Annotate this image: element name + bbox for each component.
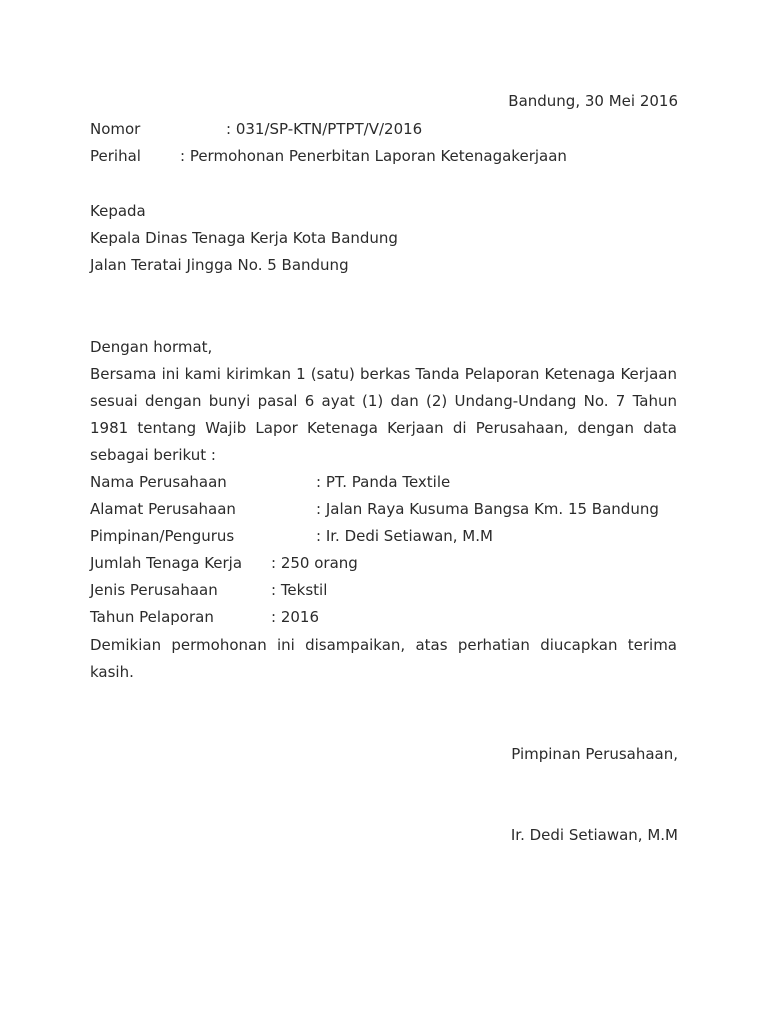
detail-value: : 2016 bbox=[271, 608, 319, 626]
body-line: sesuai dengan bunyi pasal 6 ayat (1) dan (2) Undang-Undang No. 7 Tahun bbox=[90, 392, 677, 410]
body-line: sebagai berikut : bbox=[90, 446, 216, 464]
detail-label: Jenis Perusahaan bbox=[90, 581, 218, 599]
detail-label: Pimpinan/Pengurus bbox=[90, 527, 235, 545]
detail-value: : 250 orang bbox=[271, 554, 358, 572]
detail-label: Alamat Perusahaan bbox=[90, 500, 236, 518]
detail-value: : Ir. Dedi Setiawan, M.M bbox=[316, 527, 493, 545]
detail-label: Tahun Pelaporan bbox=[90, 608, 214, 626]
perihal-value: : Permohonan Penerbitan Laporan Ketenagakerjaan bbox=[180, 147, 567, 165]
closing-line: kasih. bbox=[90, 663, 134, 681]
signature-name: Ir. Dedi Setiawan, M.M bbox=[510, 826, 678, 844]
nomor-label: Nomor bbox=[90, 120, 141, 138]
recipient-kepada: Kepada bbox=[90, 202, 146, 220]
recipient-address: Jalan Teratai Jingga No. 5 Bandung bbox=[90, 256, 349, 274]
closing-line: Demikian permohonan ini disampaikan, atas perhatian diucapkan terima bbox=[90, 636, 677, 654]
body-line: 1981 tentang Wajib Lapor Ketenaga Kerjaan di Perusahaan, dengan data bbox=[90, 419, 677, 437]
letter-date: Bandung, 30 Mei 2016 bbox=[508, 92, 678, 110]
detail-label: Nama Perusahaan bbox=[90, 473, 227, 491]
recipient-title: Kepala Dinas Tenaga Kerja Kota Bandung bbox=[90, 229, 398, 247]
signature-role: Pimpinan Perusahaan, bbox=[511, 745, 678, 763]
nomor-value: : 031/SP-KTN/PTPT/V/2016 bbox=[226, 120, 423, 138]
detail-label: Jumlah Tenaga Kerja bbox=[90, 554, 243, 572]
salutation: Dengan hormat, bbox=[90, 338, 213, 356]
body-line: Bersama ini kami kirimkan 1 (satu) berkas Tanda Pelaporan Ketenaga Kerjaan bbox=[90, 365, 677, 383]
detail-value: : PT. Panda Textile bbox=[316, 473, 451, 491]
perihal-label: Perihal bbox=[90, 147, 141, 165]
detail-value: : Jalan Raya Kusuma Bangsa Km. 15 Bandung bbox=[316, 500, 659, 518]
detail-value: : Tekstil bbox=[271, 581, 328, 599]
